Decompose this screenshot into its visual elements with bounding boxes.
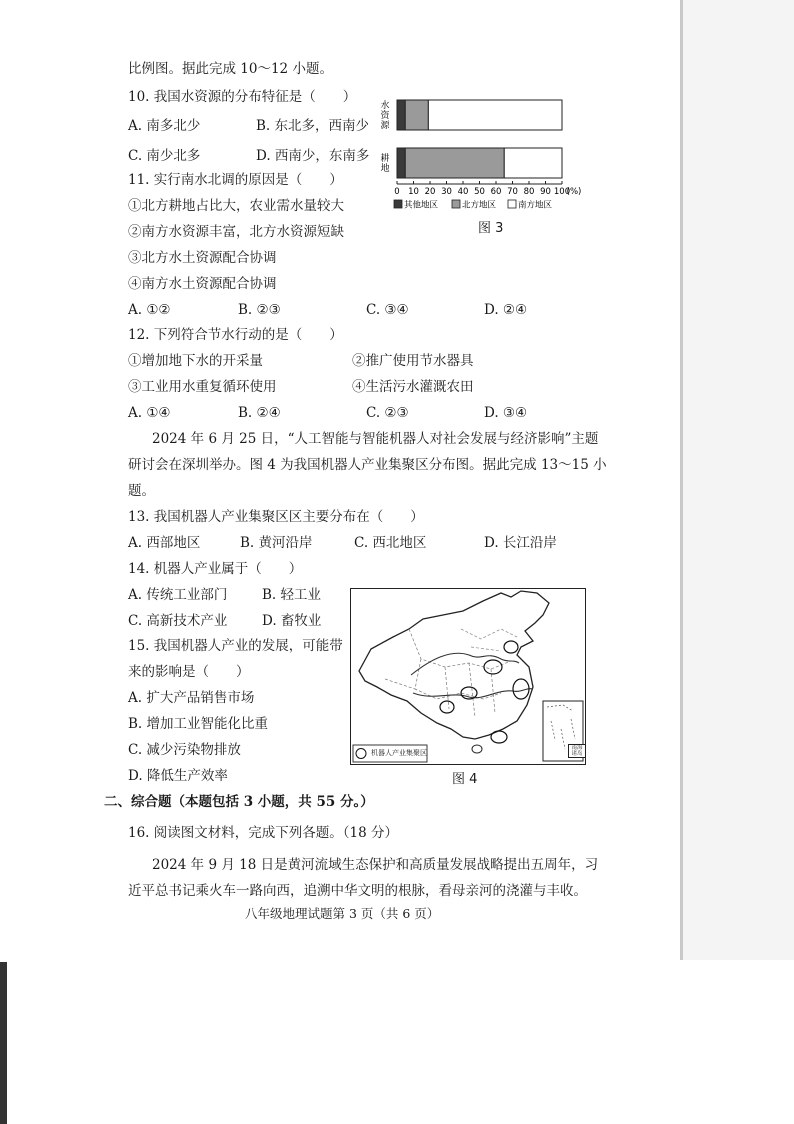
hainan-island [472,745,482,753]
q11-option-c: C. ③④ [366,302,409,318]
q15-stem-line-2: 来的影响是（ ） [128,664,250,680]
figure-4-map [350,588,586,765]
q10-option-c: C. 南少北多 [128,148,201,164]
row-label-char: 水 [380,101,390,111]
q12-statement-4: ④生活污水灌溉农田 [352,379,474,395]
q12-statement-3: ③工业用水重复循环使用 [128,379,277,395]
q13-stem: 13. 我国机器人产业集聚区区主要分布在（ ） [128,509,424,525]
page-footer: 八年级地理试题第 3 页（共 6 页） [245,906,440,921]
x-unit-label: (%) [566,187,582,197]
q11-statement-4: ④南方水土资源配合协调 [128,276,277,292]
x-tick-label: 40 [457,187,469,197]
legend-swatch [508,200,516,208]
material-line-1: 2024 年 6 月 25 日，“人工智能与智能机器人对社会发展与经济影响”主题 [152,431,599,447]
q15-option-b: B. 增加工业智能化比重 [128,716,269,732]
bar-segment-other [397,148,405,178]
figure-3-chart [372,92,604,232]
q11-stem: 11. 实行南水北调的原因是（ ） [128,172,343,188]
x-tick-label: 100 [553,187,571,197]
q10-stem: 10. 我国水资源的分布特征是（ ） [128,89,357,105]
scan-edge-left [0,962,7,1124]
row-label-char: 耕 [380,154,390,164]
robot-cluster-circle [504,641,518,653]
q13-option-a: A. 西部地区 [128,535,201,551]
legend-label: 其他地区 [404,200,439,211]
bar-segment-north [405,148,504,178]
legend-label: 南方地区 [518,200,553,211]
legend-label: 北方地区 [462,200,497,211]
figure-4-caption: 图 4 [452,772,478,787]
q11-option-b: B. ②③ [238,302,281,318]
x-tick-label: 0 [394,187,400,197]
x-tick-label: 90 [540,187,551,197]
q16-line-1: 2024 年 9 月 18 日是黄河流域生态保护和高质量发展战略提出五周年，习 [152,857,599,873]
q10-option-b: B. 东北多，西南少 [256,118,370,134]
x-tick-label: 10 [408,187,419,197]
q12-option-d: D. ③④ [484,405,528,421]
x-tick-label: 30 [441,187,452,197]
q11-statement-1: ①北方耕地占比大，农业需水量较大 [128,198,344,214]
inset-label: 南海诸岛 [568,744,586,758]
scan-edge-margin [683,0,794,960]
q13-option-b: B. 黄河沿岸 [240,535,313,551]
q14-option-b: B. 轻工业 [262,587,322,603]
q16-line-2: 近平总书记乘火车一路向西，追溯中华文明的根脉，看母亲河的浇灌与丰收。 [128,883,587,899]
q12-statement-1: ①增加地下水的开采量 [128,353,263,369]
q11-option-a: A. ①② [128,302,171,318]
bar-segment-other [397,100,405,130]
q14-option-a: A. 传统工业部门 [128,587,228,603]
q12-option-a: A. ①④ [128,405,171,421]
china-border [359,591,549,739]
robot-cluster-circle [440,701,454,713]
map-legend-label: 机器人产业集聚区 [371,749,427,757]
q14-option-c: C. 高新技术产业 [128,613,228,629]
legend-swatch [452,200,460,208]
figure-3-caption: 图 3 [478,221,504,236]
bar-segment-south [428,100,562,130]
robot-cluster-circle [484,660,502,674]
material-line-3: 题。 [128,483,155,499]
q12-option-b: B. ②④ [238,405,281,421]
q14-option-d: D. 畜牧业 [262,613,322,629]
q11-option-d: D. ②④ [484,302,528,318]
china-map-outline [351,589,585,764]
x-tick-label: 80 [523,187,535,197]
q15-option-c: C. 减少污染物排放 [128,742,241,758]
legend-swatch [394,200,402,208]
q12-stem: 12. 下列符合节水行动的是（ ） [128,327,343,343]
q13-option-d: D. 长江沿岸 [484,535,557,551]
material-line-2: 研讨会在深圳举办。图 4 为我国机器人产业集聚区分布图。据此完成 13～15 小 [128,457,607,473]
q15-option-d: D. 降低生产效率 [128,768,228,784]
q15-stem-line-1: 15. 我国机器人产业的发展，可能带 [128,638,343,654]
q10-option-a: A. 南多北少 [128,118,201,134]
q16-stem: 16. 阅读图文材料，完成下列各题。（18 分） [128,825,398,841]
row-label-char: 源 [380,121,390,131]
q14-stem: 14. 机器人产业属于（ ） [128,561,303,577]
x-tick-label: 50 [474,187,485,197]
q11-statement-3: ③北方水土资源配合协调 [128,250,277,266]
q12-statement-2: ②推广使用节水器具 [352,353,474,369]
x-tick-label: 20 [424,187,436,197]
robot-cluster-circle [491,731,507,743]
row-label-char: 资 [380,111,390,121]
q12-option-c: C. ②③ [366,405,409,421]
x-tick-label: 60 [490,187,502,197]
bar-segment-north [405,100,428,130]
q15-option-a: A. 扩大产品销售市场 [128,690,255,706]
bar-segment-south [504,148,562,178]
x-tick-label: 70 [507,187,518,197]
q10-option-d: D. 西南少，东南多 [256,148,370,164]
q13-option-c: C. 西北地区 [354,535,427,551]
row-label-char: 地 [380,164,390,174]
section-2-heading: 二、综合题（本题包括 3 小题，共 55 分。） [104,794,374,810]
q11-statement-2: ②南方水资源丰富，北方水资源短缺 [128,224,344,240]
intro-tail: 比例图。据此完成 10～12 小题。 [128,61,333,77]
